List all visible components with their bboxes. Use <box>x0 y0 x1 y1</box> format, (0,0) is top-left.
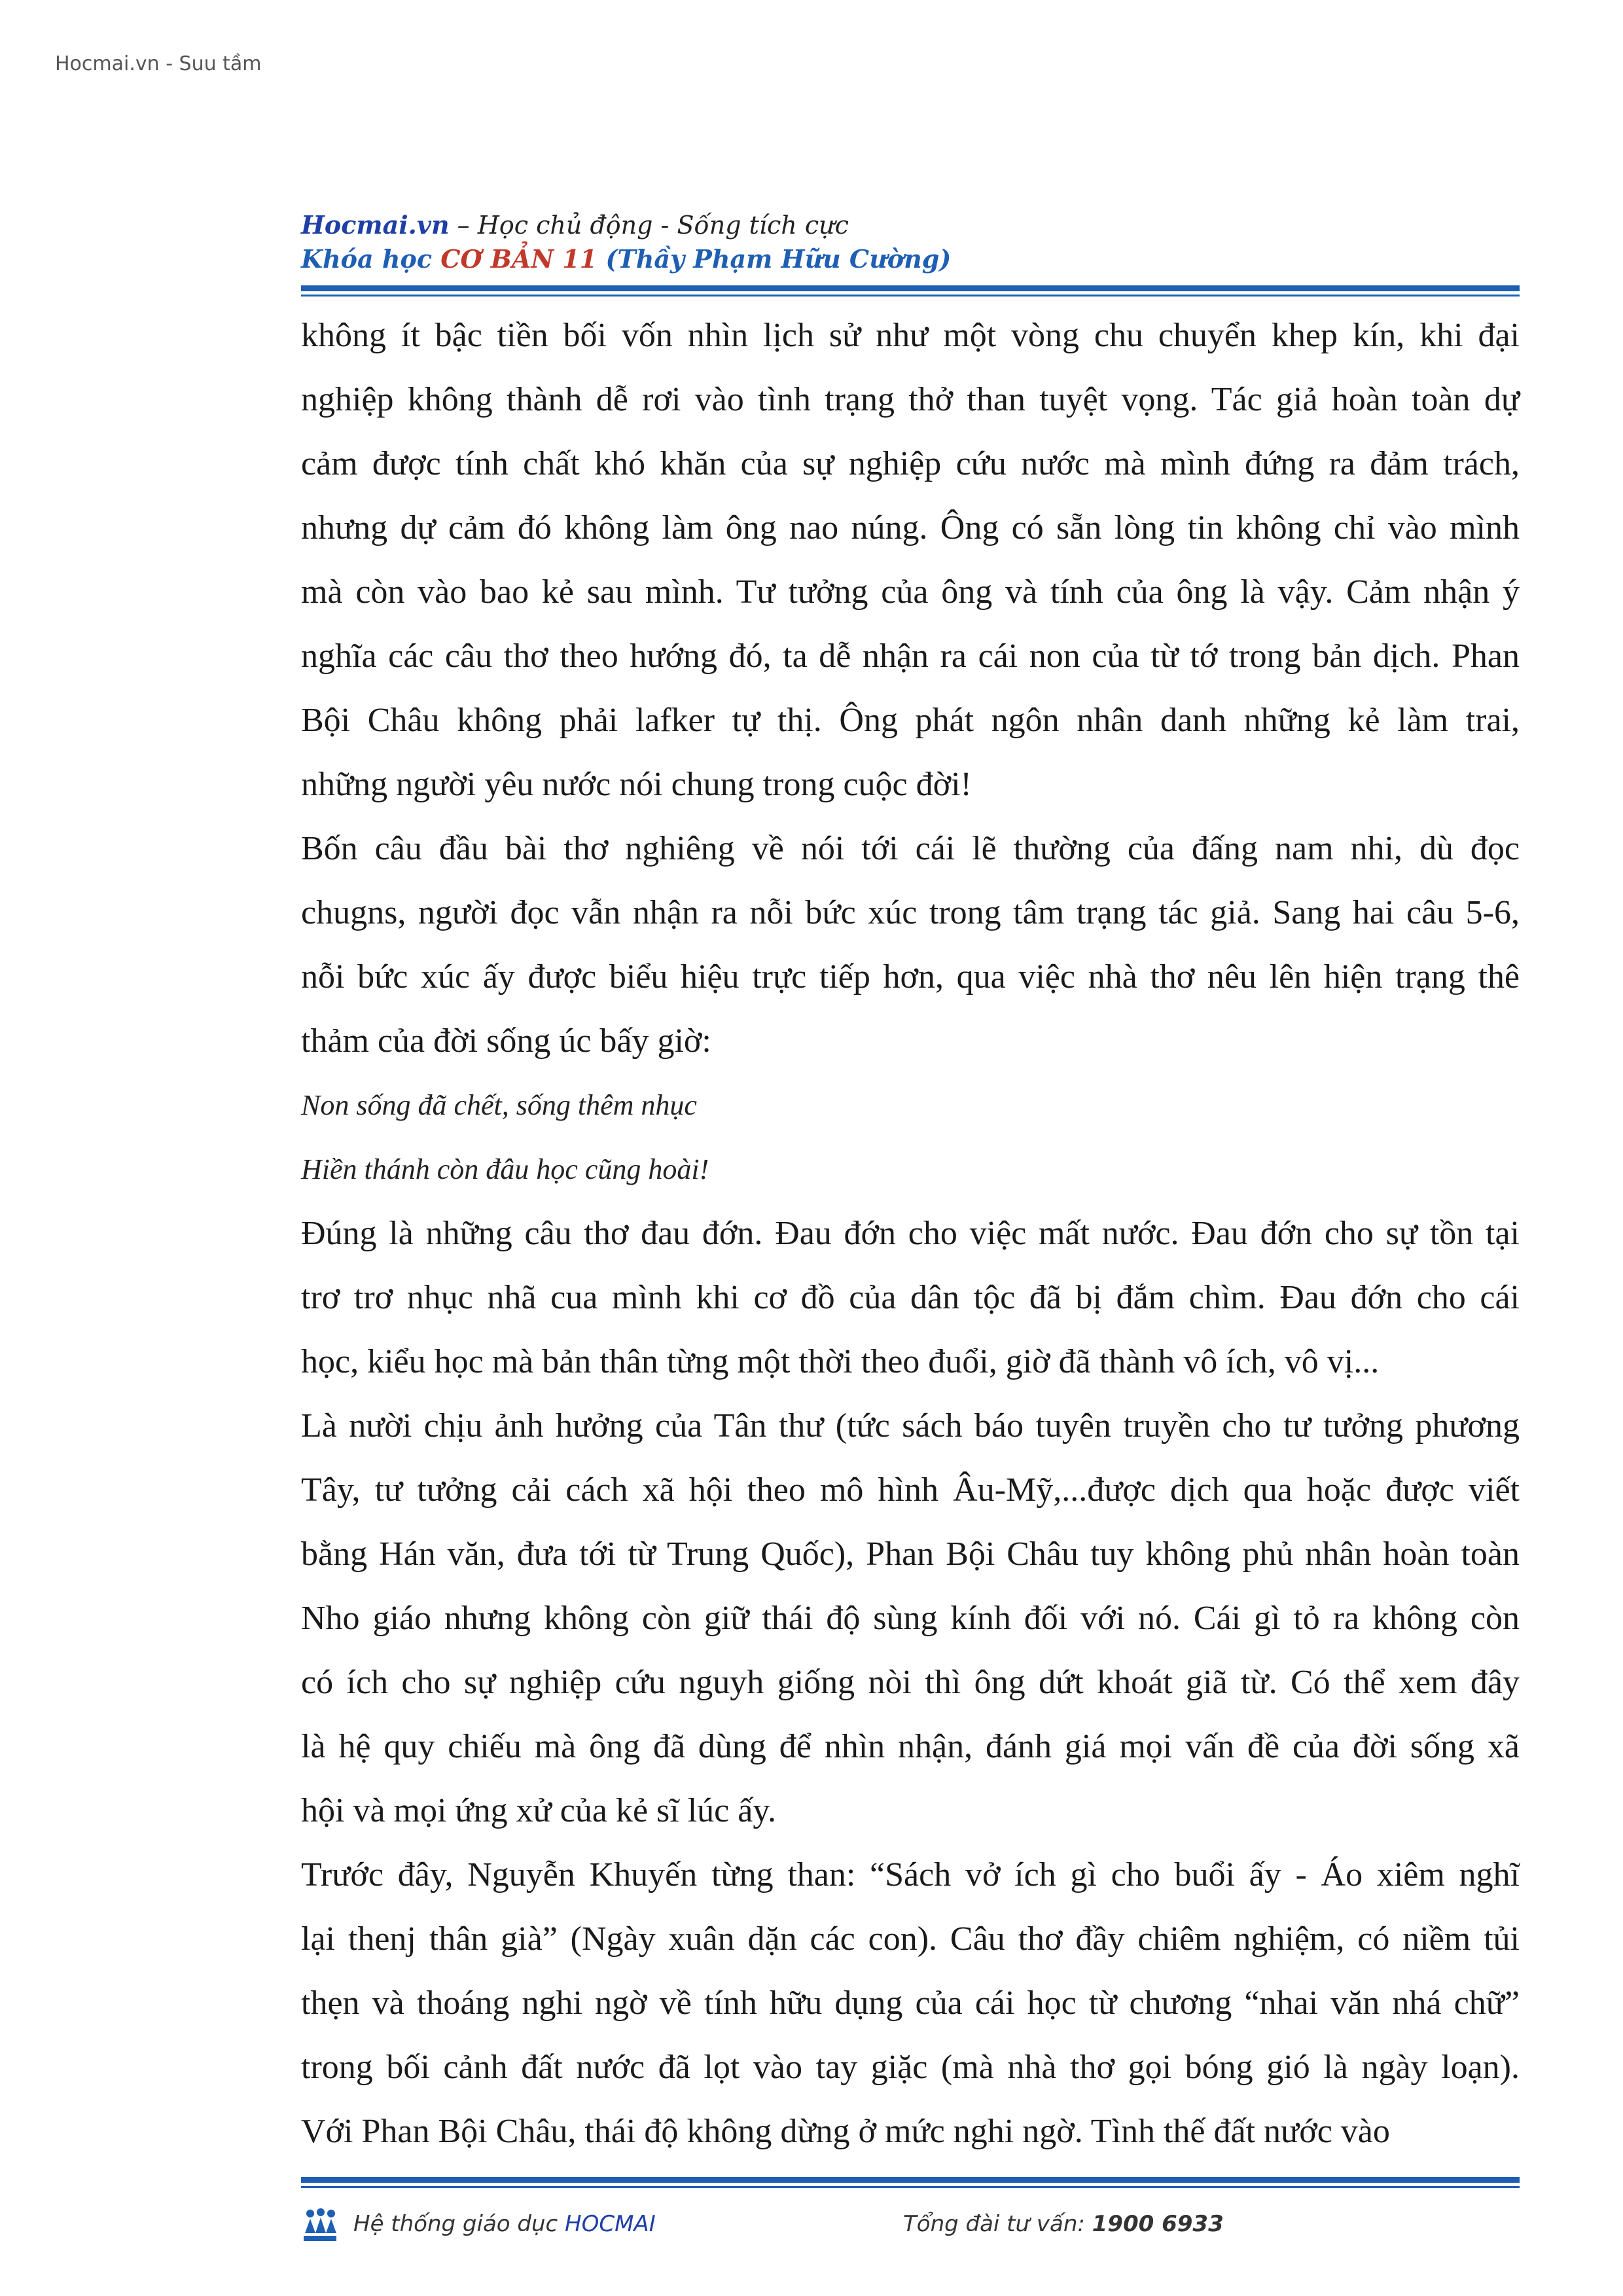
body-line: Nho giáo nhưng không còn giữ thái độ sùng kính đối với nó. Cái gì tỏ ra không còn <box>301 1600 1520 1637</box>
hocmai-logo-icon <box>301 2207 339 2245</box>
footer-hotline <box>903 2211 1224 2237</box>
body-line: nghiệp không thành dễ rơi vào tình trạng thở than tuyệt vọng. Tác giả hoàn toàn dự <box>301 381 1520 418</box>
body-line: cảm được tính chất khó khăn của sự nghiệp cứu nước mà mình đứng ra đảm trách, <box>301 445 1520 482</box>
body-line: Trước đây, Nguyễn Khuyến từng than: “Sách vở ích gì cho buổi ấy - Áo xiêm nghĩ <box>301 1856 1520 1893</box>
body-line: không ít bậc tiền bối vốn nhìn lịch sử như một vòng chu chuyển khep kín, khi đại <box>301 317 1520 354</box>
course-name: CƠ BẢN 11 <box>440 244 597 274</box>
body-line: mà còn vào bao kẻ sau mình. Tư tưởng của ông và tính của ông là vậy. Cảm nhận ý <box>301 573 1520 611</box>
body-line: Là nười chịu ảnh hưởng của Tân thư (tức sách báo tuyên truyền cho tư tưởng phương <box>301 1407 1520 1444</box>
course-prefix: Khóa học <box>301 244 441 274</box>
body-line: trơ trơ nhục nhã cua mình khi cơ đồ của dân tộc đã bị đắm chìm. Đau đớn cho cái <box>301 1279 1520 1316</box>
body-line: nỗi bức xúc ấy được biểu hiệu trực tiếp hơn, qua việc nhà thơ nêu lên hiện trạng thê <box>301 958 1520 996</box>
body-line: Bốn câu đầu bài thơ nghiêng về nói tới cái lẽ thường của đấng nam nhi, dù đọc <box>301 830 1520 867</box>
body-line: là hệ quy chiếu mà ông đã dùng để nhìn nhận, đánh giá mọi vấn đề của đời sống xã <box>301 1728 1520 1765</box>
footer-hotline-label: Tổng đài tư vấn: <box>903 2211 1092 2237</box>
body-line: bằng Hán văn, đưa tới từ Trung Quốc), Phan Bội Châu tuy không phủ nhân hoàn toàn <box>301 1535 1520 1573</box>
body-line: chugns, người đọc vẫn nhận ra nỗi bức xúc trong tâm trạng tác giả. Sang hai câu 5-6, <box>301 894 1520 931</box>
document-body <box>301 304 1520 2164</box>
body-line: thẹn và thoáng nghi ngờ về tính hữu dụng của cái học từ chương “nhai văn nhá chữ” <box>301 1984 1520 2022</box>
body-line: có ích cho sự nghiệp cứu nguyh giống nòi thì ông dứt khoát giã từ. Có thể xem đây <box>301 1664 1520 1701</box>
body-line: Đúng là những câu thơ đau đớn. Đau đớn cho việc mất nước. Đau đớn cho sự tồn tại <box>301 1215 1520 1252</box>
body-line: lại thenj thân già” (Ngày xuân dặn các con). Câu thơ đầy chiêm nghiệm, có niềm tủi <box>301 1920 1520 1958</box>
header-slogan: – Học chủ động - Sống tích cực <box>449 211 849 240</box>
body-line: học, kiểu học mà bản thân từng một thời theo đuổi, giờ đã thành vô ích, vô vị... <box>301 1343 1380 1380</box>
footer-brand: HOCMAI <box>565 2211 656 2237</box>
footer-phone-number: 1900 6933 <box>1092 2211 1224 2237</box>
page-footer <box>301 2203 1520 2249</box>
footer-divider <box>301 2177 1520 2188</box>
verse-line: Non sống đã chết, sống thêm nhục <box>301 1089 697 1121</box>
body-line: nghĩa các câu thơ theo hướng đó, ta dễ nhận ra cái non của từ tớ trong bản dịch. Phan <box>301 637 1520 675</box>
body-line: Tây, tư tưởng cải cách xã hội theo mô hình Âu-Mỹ,...được dịch qua hoặc được viết <box>301 1471 1520 1509</box>
course-teacher: (Thầy Phạm Hữu Cường) <box>597 244 952 274</box>
header-brand: Hocmai.vn <box>301 210 450 240</box>
header-slogan-line <box>301 208 1518 242</box>
header-course-line <box>301 242 1518 276</box>
body-line: trong bối cảnh đất nước đã lọt vào tay giặc (mà nhà thơ gọi bóng gió là ngày loạn). <box>301 2049 1520 2086</box>
source-watermark: Hocmai.vn - Suu tầm <box>55 52 262 75</box>
body-line: thảm của đời sống úc bấy giờ: <box>301 1022 711 1060</box>
footer-system-label <box>353 2211 656 2237</box>
body-line: những người yêu nước nói chung trong cuộc đời! <box>301 766 972 803</box>
header-divider <box>301 285 1520 296</box>
body-line: hội và mọi ứng xử của kẻ sĩ lúc ấy. <box>301 1792 776 1829</box>
footer-left-prefix: Hệ thống giáo dục <box>353 2211 565 2237</box>
verse-line: Hiền thánh còn đâu học cũng hoài! <box>301 1153 709 1185</box>
body-line: Với Phan Bội Châu, thái độ không dừng ở mức nghi ngờ. Tình thế đất nước vào <box>301 2113 1390 2150</box>
page-header <box>301 208 1518 276</box>
body-line: Bội Châu không phải lafker tự thị. Ông phát ngôn nhân danh những kẻ làm trai, <box>301 702 1520 739</box>
body-line: nhưng dự cảm đó không làm ông nao núng. Ông có sẵn lòng tin không chỉ vào mình <box>301 509 1520 547</box>
